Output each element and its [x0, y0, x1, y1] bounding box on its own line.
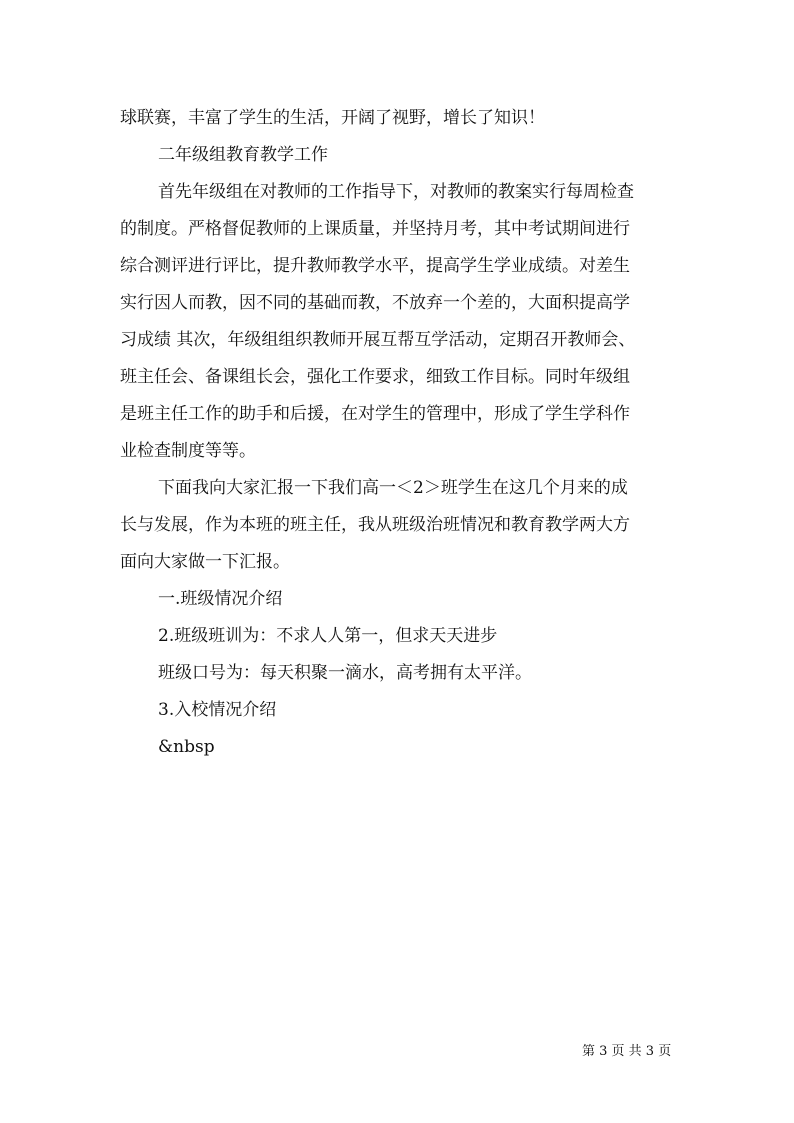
- text-line: &nbsp: [158, 737, 215, 757]
- section-heading: 一.班级情况介绍: [158, 589, 283, 609]
- text-line: 班主任会、备课组长会，强化工作要求，细致工作目标。同时年级组: [120, 367, 630, 387]
- text-line: 首先年级组在对教师的工作指导下，对教师的教案实行每周检查: [158, 182, 634, 202]
- text-line: 综合测评进行评比，提升教师教学水平，提高学生学业成绩。对差生: [120, 256, 630, 276]
- text-line: 面向大家做一下汇报。: [120, 552, 290, 572]
- section-heading: 二年级组教育教学工作: [158, 145, 328, 165]
- document-body: [120, 100, 680, 766]
- page-number-footer: 第 3 页 共 3 页: [582, 1044, 672, 1059]
- text-line: 业检查制度等等。: [120, 441, 256, 461]
- text-line: 下面我向大家汇报一下我们高一＜2＞班学生在这几个月来的成: [158, 478, 628, 498]
- text-line: 习成绩 其次，年级组组织教师开展互帮互学活动，定期召开教师会、: [120, 330, 636, 350]
- section-heading: 3.入校情况介绍: [158, 700, 277, 720]
- text-line: 实行因人而教，因不同的基础而教，不放弃一个差的，大面积提高学: [120, 293, 630, 313]
- text-line: 2.班级班训为：不求人人第一，但求天天进步: [158, 626, 498, 646]
- text-line: 是班主任工作的助手和后援，在对学生的管理中，形成了学生学科作: [120, 404, 630, 424]
- text-line: 长与发展，作为本班的班主任，我从班级治班情况和教育教学两大方: [120, 515, 630, 535]
- text-line: 球联赛，丰富了学生的生活，开阔了视野，增长了知识！: [120, 108, 545, 128]
- text-line: 的制度。严格督促教师的上课质量，并坚持月考，其中考试期间进行: [120, 219, 630, 239]
- text-line: 班级口号为：每天积聚一滴水，高考拥有太平洋。: [158, 663, 532, 683]
